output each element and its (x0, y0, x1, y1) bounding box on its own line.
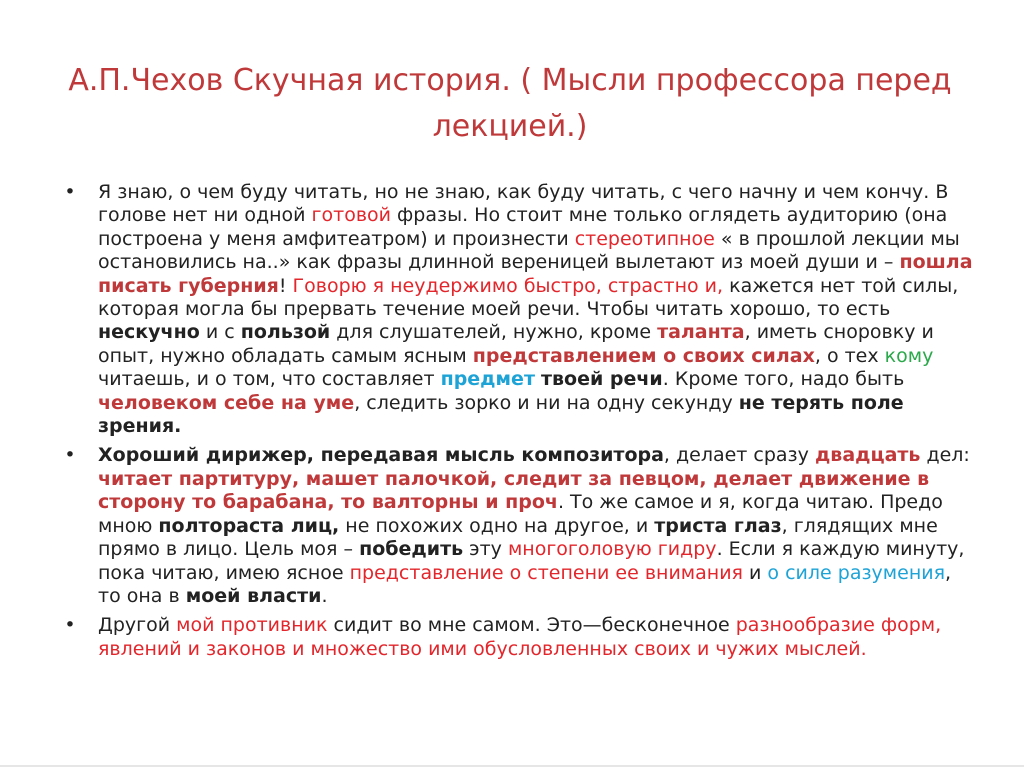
text-segment: мой противник (176, 614, 328, 637)
text-segment: сидит во мне самом. Это—бесконечное (327, 614, 736, 637)
text-segment: полтораста лиц, (158, 514, 340, 537)
text-segment: Я знаю, о чем буду читать, но не знаю, как буду читать, с чего начну и чем кончу. В голове нет ни одной (98, 181, 949, 227)
text-segment: , о тех (814, 344, 885, 367)
text-segment: разнообразие форм, явлений и законов и множество ими обусловленных своих и чужих мыслей. (98, 614, 942, 660)
text-segment: . Если я каждую минуту, пока читаю, имею ясное (98, 538, 965, 584)
text-segment: читает партитуру, машет палочкой, следит за певцом, делает движение в сторону то барабана, то валторны и проч (98, 467, 930, 514)
text-segment: и с (199, 321, 241, 344)
text-segment: для слушателей, нужно, кроме (330, 321, 658, 344)
text-segment: таланта (657, 321, 745, 344)
text-segment: человеком себе на уме (98, 391, 355, 414)
bullet-marker: • (64, 444, 76, 467)
text-segment: . (321, 584, 328, 607)
bullet-list (60, 181, 975, 667)
text-segment: многоголовую гидру (507, 538, 717, 561)
text-segment: предмет (440, 368, 535, 391)
text-segment: , глядящих мне прямо в лицо. Цель моя – (98, 514, 938, 561)
text-segment: фразы. Но стоит мне только оглядеть аудиторию (она построена у меня амфитеатром) и произнести (98, 204, 948, 250)
text-segment: . Кроме того, надо быть (662, 368, 905, 391)
text-segment: твоей речи (541, 368, 663, 391)
bullet-paragraph-1 (60, 181, 975, 438)
text-segment: дел: (920, 444, 970, 467)
text-segment: кажется нет той силы, которая могла бы прервать течение моей речи. Чтобы читать хорошо, то есть (98, 274, 959, 321)
text-segment: стереотипное (574, 227, 715, 250)
bullet-paragraph-3 (60, 614, 975, 661)
slide-title: А.П.Чехов Скучная история. ( Мысли профессора перед лекцией.) (68, 63, 952, 144)
text-segment: пошла писать губерния (98, 251, 973, 297)
text-segment: эту (463, 538, 508, 561)
text-segment: и (742, 561, 768, 584)
text-segment: двадцать (814, 444, 921, 467)
text-segment: не похожих одно на другое, и (339, 514, 655, 537)
text-segment: « в прошлой лекции мы остановились на..» как фразы длинной вереницей вылетают из моей души и – (98, 227, 960, 274)
text-segment: . То же самое и я, когда читаю. Предо мною (98, 491, 943, 537)
text-segment: представлением о своих силах (472, 344, 815, 367)
text-segment: , следить зорко и ни на одну секунду (354, 391, 739, 414)
text-segment: кому (884, 344, 934, 367)
text-segment: не терять поле зрения. (98, 391, 904, 438)
text-segment: моей власти (185, 584, 322, 607)
text-segment: ! (278, 274, 293, 297)
text-segment: триста глаз (654, 514, 782, 537)
bullet-paragraph-2 (60, 444, 975, 608)
text-segment: , то она в (98, 561, 952, 607)
text-segment: нескучно (98, 321, 200, 344)
text-segment: Другой (98, 614, 177, 637)
text-segment: , иметь сноровку и опыт, нужно обладать самым ясным (98, 321, 934, 367)
text-segment: Хороший дирижер, передавая мысль композитора (98, 444, 664, 467)
text-segment: пользой (240, 321, 331, 344)
bullet-marker: • (64, 181, 76, 203)
bullet-marker: • (64, 614, 76, 637)
text-segment: , делает сразу (663, 444, 815, 467)
text-segment: Говорю я неудержимо быстро, страстно и, (292, 274, 724, 297)
text-segment: победить (359, 538, 464, 561)
text-segment: о силе разумения (767, 561, 946, 584)
text-segment: читаешь, и о том, что составляет (98, 368, 441, 391)
text-segment: представление о степени ее внимания (349, 561, 743, 584)
text-segment: готовой (311, 204, 392, 227)
